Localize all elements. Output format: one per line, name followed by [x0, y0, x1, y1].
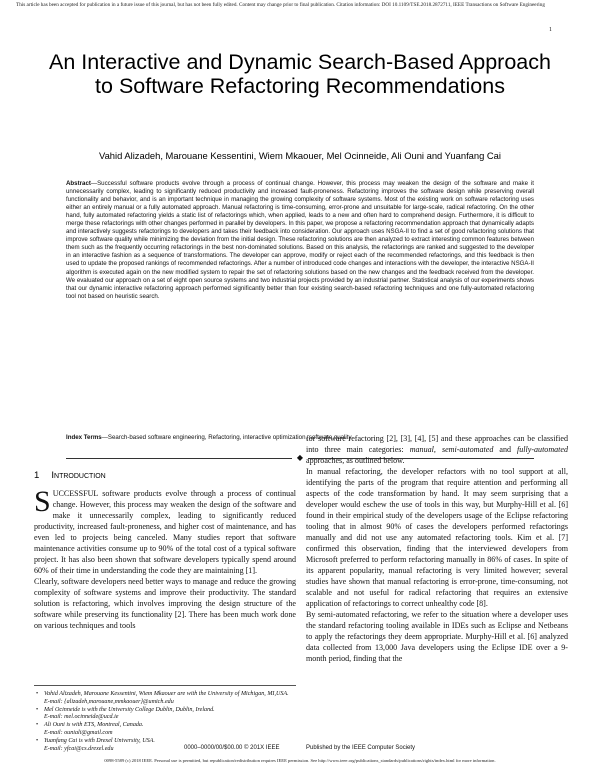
footnote-email: E-mail: yfcai@cs.drexel.edu	[44, 745, 114, 752]
footnote-affiliation: • Yuanfang Cai is with Drexel University, USA.	[44, 737, 155, 744]
intro-paragraph-1-text: software products evolve through a process of continual change. However, this process may weaken the design of the software and make it unnecessarily complex, leading to significantly reduced productivity, increased fault-proneness, and higher cost of maintenance, and has even led to projects being canceled. Many studies report that software maintenance activities consume up to 90% of the total cost of a typical software project. It has also been shown that software developers typically spend around 60% of their time in understanding the code they are maintaining [1].	[34, 489, 296, 575]
permission-notice: 0098-5589 (c) 2018 IEEE. Personal use is permitted, but republication/redistribution requires IEEE permission. See http://www.ieee.org/publications_standards/publications/rights/index.html for more information.	[104, 758, 496, 763]
paper-title: An Interactive and Dynamic Search-Based Approach to Software Refactoring Recommendations	[49, 50, 551, 98]
footnote-email: E-mail: mel.ocinneide@ucd.ie	[44, 714, 119, 721]
acceptance-notice: This article has been accepted for publication in a future issue of this journal, but has not been fully edited. Content may change prior to final publication. Citation information: DOI 10.1109/TSE.2018.2872711, IEEE Transactions on Software Engineering	[16, 2, 545, 8]
footnote-item	[34, 707, 296, 723]
divider-line-left	[66, 458, 292, 459]
index-terms-text: —Search-based software engineering, Refactoring, interactive optimization, software quality.	[101, 434, 353, 441]
right-p1-text-d: approaches, as outlined below.	[306, 456, 405, 465]
drop-cap: S	[34, 485, 51, 518]
term-fully-automated: fully-automated	[517, 445, 568, 454]
right-paragraph-2: In manual refactoring, the developer refactors with no tool support at all, identifying the parts of the program that require attention and performing all aspects of the code transformation by hand. It may seem surprising that a developer would eschew the use of tools in this way, but Murphy-Hill et al. [6] found in their empirical study of the developers usage of the Eclipse refactoring tooling that in almost 90% of cases the developers performed refactorings manually and did not use any automated refactoring tools. Kim et al. [7] confirmed this observation, finding that the interviewed developers from Microsoft preferred to perform refactoring manually in 86% of cases. In spite of its apparent popularity, manual refactoring is very limited however; several studies have shown that manual refactoring is error-prone, time-consuming, not scalable and not useful for radical refactoring that requires an extensive application of refactorings to correct unhealthy code [8].	[306, 467, 568, 608]
right-p1-text-b: ,	[433, 445, 442, 454]
left-column	[34, 485, 296, 631]
abstract-text: —Successful software products evolve through a process of continual change. However, this process may weaken the design of the software and make it unnecessarily complex, leading to significantly reduced productivity and increased fault-proneness. Refactoring improves the software design while preserving overall functionality and behavior, and is an important technique in managing the growing complexity of software systems. Most of the existing work on software refactoring uses either an entirely manual or a fully automated approach. Manual refactoring is time-consuming, error-prone and unsuitable for large-scale, radical refactoring. On the other hand, fully automated refactoring yields a static list of refactorings which, when applied, leads to a new and often hard to comprehend design. Furthermore, it is difficult to merge these refactorings with other changes performed in parallel by developers. In this paper, we propose a refactoring recommendation approach that dynamically adapts and interactively suggests refactorings to developers and takes their feedback into consideration. Our approach uses NSGA-II to find a set of good refactoring solutions that improve software quality while minimizing the deviation from the initial design. These refactoring solutions are then analyzed to extract interesting common features between them such as the frequently occurring refactorings in the best non-dominated solutions. Based on this analysis, the refactorings are ranked and suggested to the developer in an interactive fashion as a sequence of transformations. The developer can approve, modify or reject each of the recommended refactorings, and this feedback is then used to update the proposed rankings of recommended refactorings. After a number of introduced code changes and interactions with the developer, the interactive NSGA-II algorithm is executed again on the new modified system to repair the set of refactoring solutions based on the new changes and the feedback received from the developer. We evaluated our approach on a set of eight open source systems and two industrial projects provided by an industrial partner. Statistical analysis of our experiments shows that our dynamic interactive refactoring approach performed significantly better than four existing search-based refactoring techniques and one fully-automated refactoring tool not based on heuristic search.	[66, 180, 534, 300]
abstract	[66, 180, 534, 301]
index-terms-label: Index Terms	[66, 434, 102, 441]
author-footnotes	[34, 685, 296, 753]
right-column	[306, 433, 568, 664]
footnote-email: E-mail: ouniali@gmail.com	[44, 729, 113, 736]
page-number: 1	[549, 27, 552, 33]
term-manual: manual	[409, 445, 434, 454]
diamond-icon: ◆	[296, 453, 304, 462]
right-paragraph-1	[306, 433, 568, 466]
copyright-footer: 0000–0000/00/$00.00 © 201X IEEE	[184, 745, 280, 751]
section-title: Introduction	[51, 470, 106, 481]
publisher-footer: Published by the IEEE Computer Society	[306, 745, 416, 751]
term-semi-automated: semi-automated	[441, 445, 494, 454]
right-p1-text-a: for software refactoring [2], [3], [4], [5] and these approaches can be classified into three main categories:	[306, 434, 568, 454]
footnote-item	[34, 722, 296, 738]
footnote-affiliation: • Mel Ocinneide is with the University College Dublin, Dublin, Ireland.	[44, 706, 215, 713]
right-p1-text-c: and	[493, 445, 518, 454]
footnote-email: E-mail: {alizadeh,marouane,mmkaouer}@umich.edu	[44, 698, 174, 705]
footnote-item	[34, 691, 296, 707]
intro-paragraph-2: Clearly, software developers need better ways to manage and reduce the growing complexity of software systems and improve their productivity. The standard solution is refactoring, which involves improving the design structure of the software while preserving its functionality [2]. There has been much work done on various techniques and tools	[34, 577, 296, 630]
smallcaps-lead: UCCESSFUL	[52, 489, 99, 498]
right-paragraph-3: By semi-automated refactoring, we refer to the situation where a developer uses the standard refactoring tooling available in IDEs such as Eclipse and Netbeans to apply the refactorings they deem appropriate. Murphy-Hill et al. [6] analyzed data collected from 13,000 Java developers using the Eclipse IDE over a 9-month period, finding that the	[306, 610, 568, 663]
section-number: 1	[34, 470, 40, 481]
intro-paragraph-1	[34, 485, 296, 576]
section-heading	[34, 470, 106, 481]
abstract-label: Abstract	[66, 180, 91, 187]
footnote-affiliation: • Vahid Alizadeh, Marouane Kessentini, Wiem Mkaouer are with the University of Michigan, MI,USA.	[44, 691, 289, 697]
footnote-affiliation: • Ali Ouni is with ETS, Montreal, Canada.	[44, 722, 144, 729]
author-list: Vahid Alizadeh, Marouane Kessentini, Wiem Mkaouer, Mel Ocinneide, Ali Ouni and Yuanfang Cai	[99, 150, 501, 161]
